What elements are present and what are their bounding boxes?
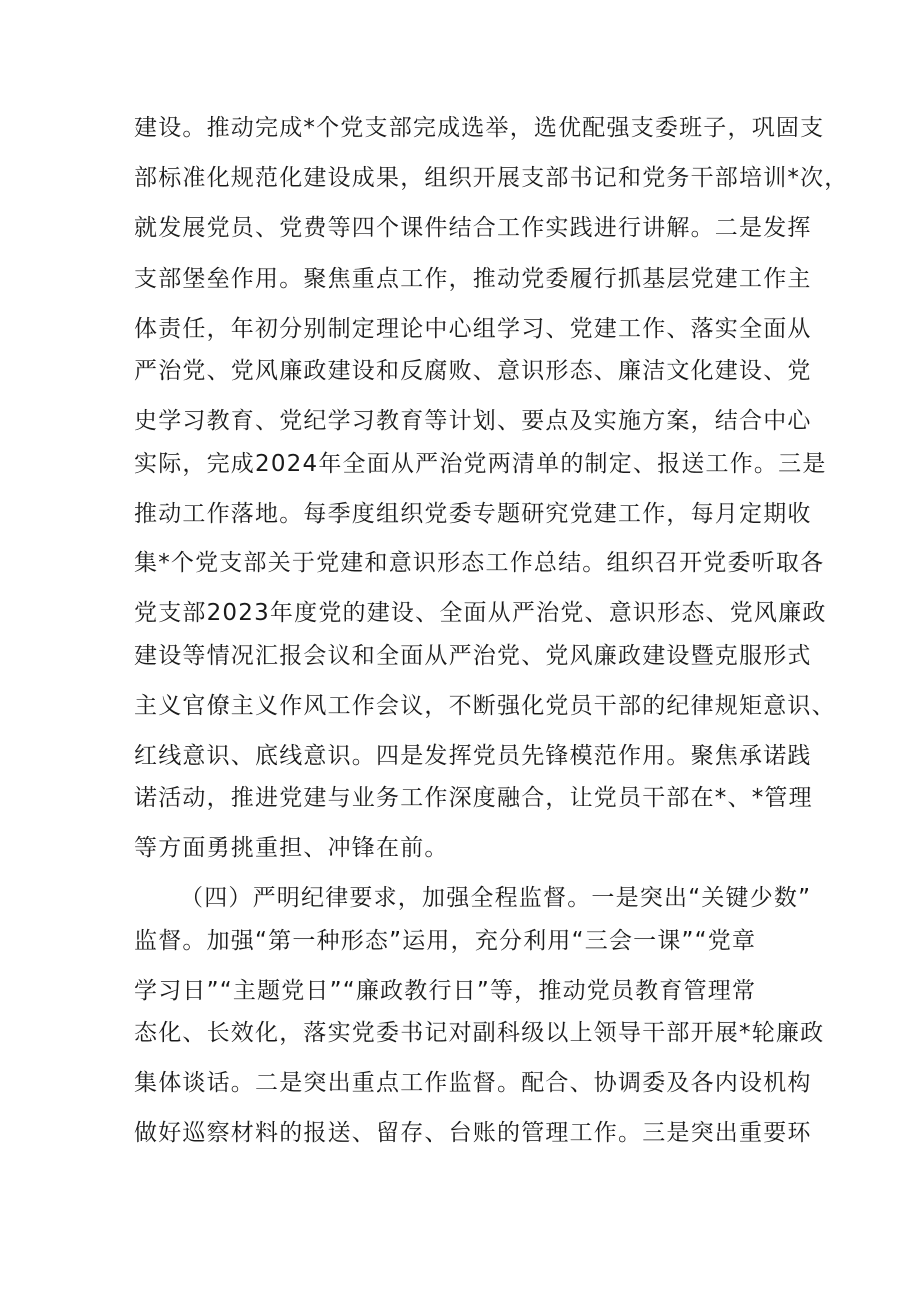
paragraph-line: 学习日”“主题党日”“廉政教行日”等，推动党员教育管理常 <box>134 978 757 1004</box>
paragraph-line: 实际，完成2024年全面从严治党两清单的制定、报送工作。三是 <box>134 451 827 477</box>
paragraph-line: 建设等情况汇报会议和全面从严治党、党风廉政建设暨克服形式 <box>134 643 812 669</box>
paragraph-line: 监督。加强“第一种形态”运用，充分利用“三会一课”“党章 <box>134 928 757 954</box>
paragraph-line: 红线意识、底线意识。四是发挥党员先锋模范作用。聚焦承诺践 <box>134 743 812 769</box>
paragraph-line: 主义官僚主义作风工作会议，不断强化党员干部的纪律规矩意识、 <box>134 693 836 719</box>
paragraph-line: 就发展党员、党费等四个课件结合工作实践进行讲解。二是发挥 <box>134 215 812 241</box>
paragraph-line: 态化、长效化，落实党委书记对副科级以上领导干部开展*轮廉政 <box>134 1020 825 1046</box>
paragraph-line: 建设。推动完成*个党支部完成选举，选优配强支委班子，巩固支 <box>134 115 825 141</box>
paragraph-line: 严治党、党风廉政建设和反腐败、意识形态、廉洁文化建设、党 <box>134 358 812 384</box>
paragraph-line: 部标准化规范化建设成果，组织开展支部书记和党务干部培训*次， <box>134 165 849 191</box>
paragraph-line: 等方面勇挑重担、冲锋在前。 <box>134 835 449 861</box>
paragraph-line: 党支部2023年度党的建设、全面从严治党、意识形态、党风廉政 <box>134 600 827 626</box>
paragraph-line: 史学习教育、党纪学习教育等计划、要点及实施方案，结合中心 <box>134 408 812 434</box>
paragraph-line: 推动工作落地。每季度组织党委专题研究党建工作，每月定期收 <box>134 501 812 527</box>
paragraph-line: 集体谈话。二是突出重点工作监督。配合、协调委及各内设机构 <box>134 1070 812 1096</box>
paragraph-line: 诺活动，推进党建与业务工作深度融合，让党员干部在*、*管理 <box>134 785 813 811</box>
paragraph-line: 集*个党支部关于党建和意识形态工作总结。组织召开党委听取各 <box>134 550 825 576</box>
section-heading-line: （四）严明纪律要求，加强全程监督。一是突出“关键少数” <box>180 885 812 911</box>
paragraph-line: 做好巡察材料的报送、留存、台账的管理工作。三是突出重要环 <box>134 1120 812 1146</box>
paragraph-line: 支部堡垒作用。聚焦重点工作，推动党委履行抓基层党建工作主 <box>134 266 812 292</box>
paragraph-line: 体责任，年初分别制定理论中心组学习、党建工作、落实全面从 <box>134 316 812 342</box>
